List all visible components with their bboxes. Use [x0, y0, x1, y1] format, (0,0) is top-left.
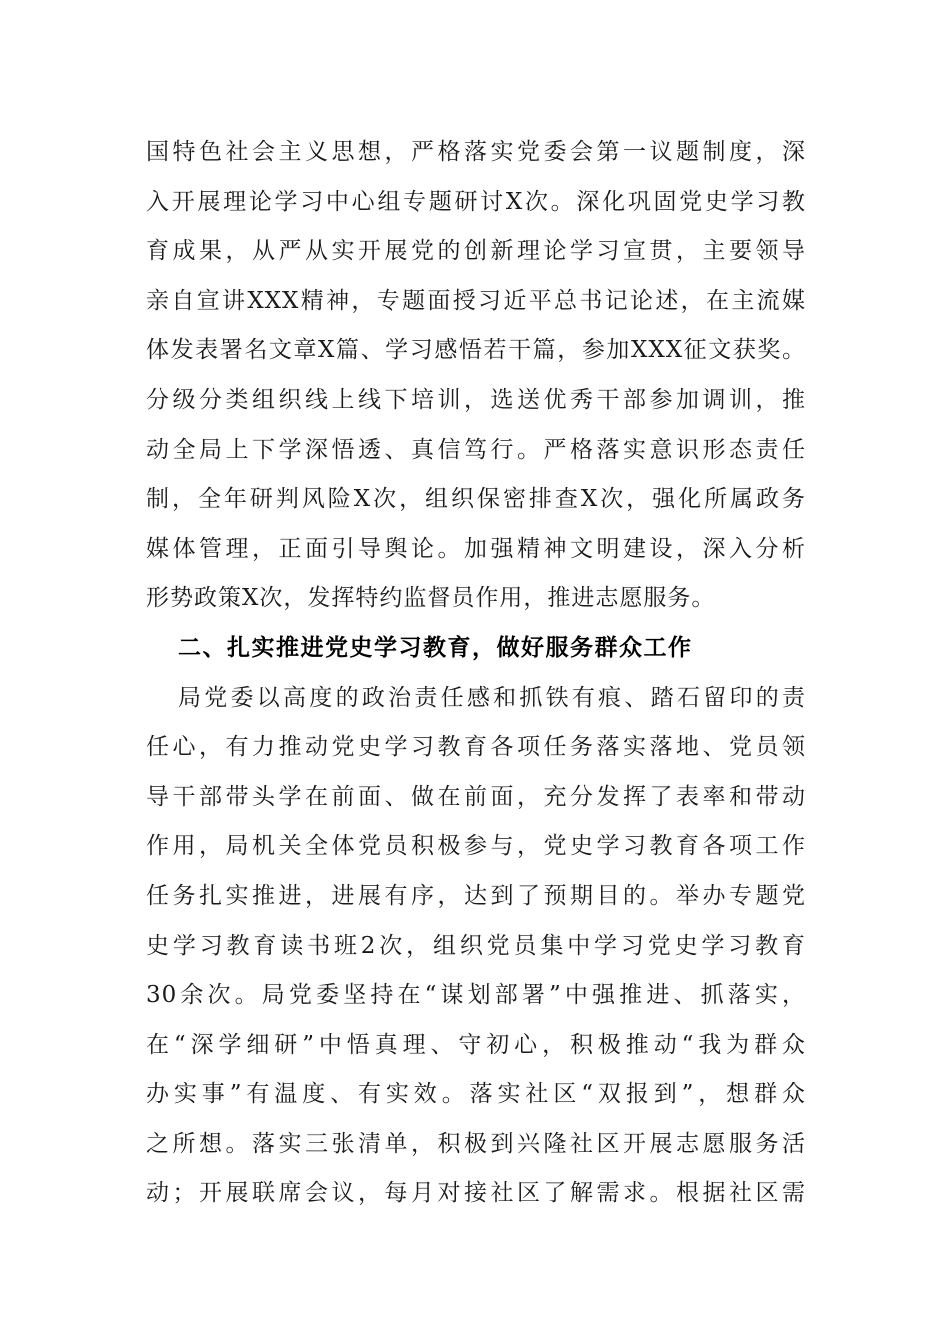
body-text-line: 任心，有力推动党史学习教育各项任务落实落地、党员领: [146, 734, 806, 761]
body-text-line: 之所想。落实三张清单，积极到兴隆社区开展志愿服务活: [146, 1130, 806, 1157]
body-text-line: 导干部带头学在前面、做在前面，充分发挥了表率和带动: [146, 783, 806, 810]
body-text-line: 入开展理论学习中心组专题研讨X次。深化巩固党史学习教: [146, 188, 806, 215]
body-text-line: 体发表署名文章X篇、学习感悟若干篇，参加XXX征文获奖。: [146, 337, 806, 364]
body-text-line: 育成果，从严从实开展党的创新理论学习宣贯，主要领导: [146, 238, 806, 265]
body-text-line: 亲自宣讲XXX精神，专题面授习近平总书记论述，在主流媒: [146, 287, 806, 314]
body-text-line: 史学习教育读书班2次，组织党员集中学习党史学习教育: [146, 932, 806, 959]
body-text-line: 局党委以高度的政治责任感和抓铁有痕、踏石留印的责: [178, 684, 806, 711]
body-text-line: 国特色社会主义思想，严格落实党委会第一议题制度，深: [146, 139, 806, 165]
body-text-line: 办实事”有温度、有实效。落实社区“双报到”，想群众: [146, 1081, 806, 1108]
body-text-line: 任务扎实推进，进展有序，达到了预期目的。举办专题党: [146, 882, 806, 909]
body-text-line: 媒体管理，正面引导舆论。加强精神文明建设，深入分析: [146, 535, 806, 562]
body-text-line: 形势政策X次，发挥特约监督员作用，推进志愿服务。: [146, 585, 716, 612]
body-text-line: 动全局上下学深悟透、真信笃行。严格落实意识形态责任: [146, 436, 806, 463]
body-text-line: 作用，局机关全体党员积极参与，党史学习教育各项工作: [146, 833, 806, 860]
body-text-line: 制，全年研判风险X次，组织保密排查X次，强化所属政务: [146, 486, 806, 513]
body-text-line: 分级分类组织线上线下培训，选送优秀干部参加调训，推: [146, 386, 806, 413]
document-body: [146, 128, 806, 1219]
body-text-line: 30余次。局党委坚持在“谋划部署”中强推进、抓落实，: [146, 982, 806, 1009]
body-text-line: 动；开展联席会议，每月对接社区了解需求。根据社区需: [146, 1180, 806, 1207]
body-text-line: 在“深学细研”中悟真理、守初心，积极推动“我为群众: [146, 1031, 806, 1058]
section-heading: 二、扎实推进党史学习教育，做好服务群众工作: [178, 634, 693, 661]
